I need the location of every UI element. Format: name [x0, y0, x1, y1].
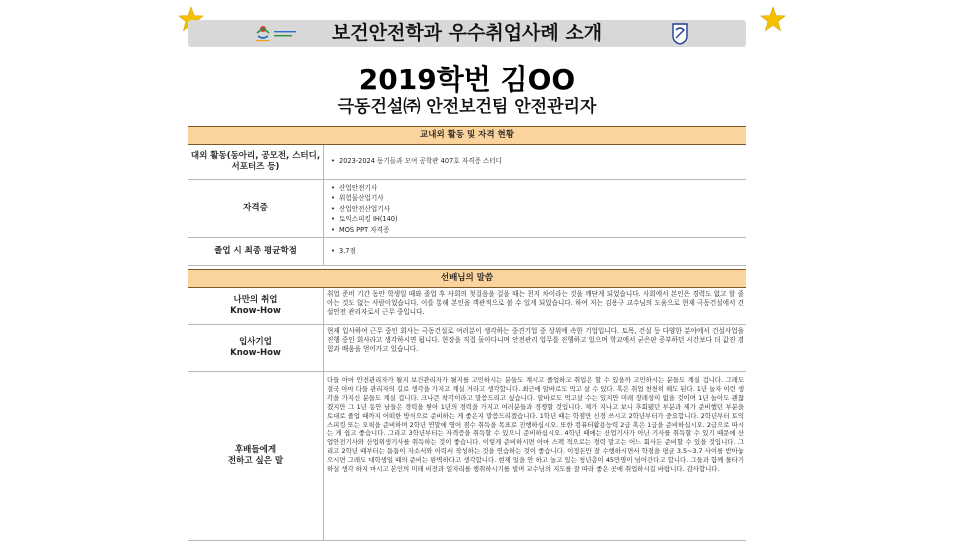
- section-header-senior-words: 선배님의 말씀: [188, 269, 746, 288]
- star-right-icon: [760, 6, 786, 32]
- job-knowhow-label-line1: 나만의 취업: [233, 295, 278, 305]
- section-header-activities: 교내외 활동 및 자격 현황: [188, 126, 746, 145]
- activity-label: 대외 활동(동아리, 공모전, 스터디, 서포터즈 등): [188, 145, 324, 179]
- job-knowhow-label-line2: Know-How: [230, 306, 281, 316]
- student-name: 2019학번 김OO: [358, 63, 576, 96]
- activity-value: • 2023-2024 동기들과 모여 공학관 407호 자격증 스터디: [327, 157, 502, 166]
- advice-label: [188, 372, 324, 540]
- company-knowhow-row: [188, 325, 746, 372]
- activity-value-cell: [324, 145, 746, 179]
- job-knowhow-label: [188, 288, 324, 324]
- page-title: 보건안전학과 우수취업사례 소개: [331, 22, 603, 44]
- company-knowhow-label: [188, 325, 324, 371]
- job-knowhow-text: 취업 준비 기간 동안 학생일 때와 졸업 후 사회의 첫걸음을 걸을 때는 천지 차이라는 것을 깨닫게 되었습니다. 사회에서 본인은 경력도 없고 할 줄 아는 것도 없는 사람이었습니다. 이를 통해 본인을 객관적으로 볼 수 있게 되었습니다. 하여 저는 김용구 교수님의 도움으로 현재 극동건설에서 건설안전 관리자로서 근무 중입니다.: [327, 290, 744, 317]
- job-knowhow-row: [188, 288, 746, 325]
- certificate-row: [188, 180, 746, 238]
- title-bar: [188, 20, 746, 47]
- certificate-label: 자격증: [188, 180, 324, 237]
- company-position: 극동건설㈜ 안전보건팀 안전관리자: [337, 97, 597, 117]
- advice-label-line1: 후배들에게: [234, 445, 277, 455]
- gpa-value-cell: [324, 238, 746, 265]
- certificate-item: • 토익스피킹 IH(140): [327, 214, 744, 224]
- company-knowhow-text: 현재 입사하여 근무 중인 회사는 극동건설로 여러분이 생각하는 중견기업 중 상위에 속한 기업입니다. 토목, 건설 등 다양한 분야에서 건설사업을 진행 중인 회사라고 생각하시면 됩니다. 현장을 직접 돌아다니며 안전관리 업무를 진행하고 있으며 학교에서 굳은판 공부하던 시간보다 더 값진 경험과 배움을 얻어가고 있습니다.: [327, 327, 745, 354]
- gpa-value: • 3.7점: [327, 247, 356, 256]
- company-knowhow-label-line1: 입사기업: [239, 337, 272, 347]
- certificate-item: • 위험물산업기사: [327, 193, 744, 203]
- advice-row: [188, 372, 746, 541]
- gpa-label: 졸업 시 최종 평균학점: [188, 238, 324, 265]
- department-emblem-icon: [672, 22, 688, 45]
- advice-text: 다들 아마 안전관리자가 될지 보건관리자가 될지를 고민하시는 분들도 계시고 졸업하고 취업은 할 수 있을까 고민하시는 분들도 계실 겁니다. 그래도 결국 아마 다들 관리자의 길로 생각을 가지고 계실 거라고 생각합니다. 최근에 알바로도 먹고 살 수 있다. 혹은 취업 천천히 해도 된다. 1년 놀자 이런 생각을 가지신 분들도 계실 겁니다. 크나큰 착각이라고 말씀드리고 싶습니다. 알바로도 먹고살 수는 있지만 미래 장래성이 없을 것이며 1년 놀아도 괜찮겠지만 그 1년 동안 남들은 경력을 쌓아 1년의 경력을 가지고 여러분들과 경쟁할 것입니다. 제가 지나고 보니 후회됐던 부분과 제가 준비했던 부분을 토대로 졸업 때까지 어떠한 방식으로 준비하는 게 좋은지 말씀드리겠습니다. 1학년 때는 학점만 신경 쓰시고 2학년부터가 중요합니다. 2학년부터 토익스피킹 또는 오픽을 준비하며 2학년 연말에 영어 점수 취득을 목표로 진행하십시오. 또한 컴퓨터활용능력 2급 혹은 1급을 준비하십시오. 2급으로 따시는 게 쉽고 좋습니다. 그리고 3학년부터는 자격증을 취득할 수 있으니 준비하십시오. 4학년 때에는 산업기사가 아닌 기사를 취득할 수 있기 때문에 산업안전기사와 산업위생기사를 취득하는 것이 좋습니다. 이렇게 준비하시면 아마 스펙 적으로는 경력 말고는 어느 회사든 준비할 수 있을 것입니다. 그리고 2학년 때부터는 틈틈이 자소서와 이력서 작성하는 것을 연습하는 것이 좋습니다. 이정돈만 잘 수행하시면서 학점을 평균 3.5~3.7 사이를 받아놓으시면 그래도 대학생일 때의 준비는 완벽하다고 생각합니다. 현재 일을 안 하고 놀고 있는 청년층이 45만명이 넘어간다고 합니다. 그들과 함께 물타기 하실 생각 하지 마시고 본인의 미래 비전과 일자리를 챙취하시기를 빌며 교수님의 지도를 잘 따라 좋은 곳에 취업하시길 바랍니다. 감사합니다.: [327, 376, 744, 474]
- company-knowhow-label-line2: Know-How: [230, 348, 281, 358]
- activity-row: [188, 145, 746, 180]
- certificate-item: • MOS PPT 자격증: [327, 225, 744, 235]
- certificate-item: • 산업안전산업기사: [327, 204, 744, 214]
- certificate-item: • 산업안전기사: [327, 183, 744, 193]
- gpa-row: [188, 238, 746, 266]
- advice-label-line2: 전하고 싶은 말: [227, 456, 284, 466]
- certificate-list-cell: [324, 180, 746, 237]
